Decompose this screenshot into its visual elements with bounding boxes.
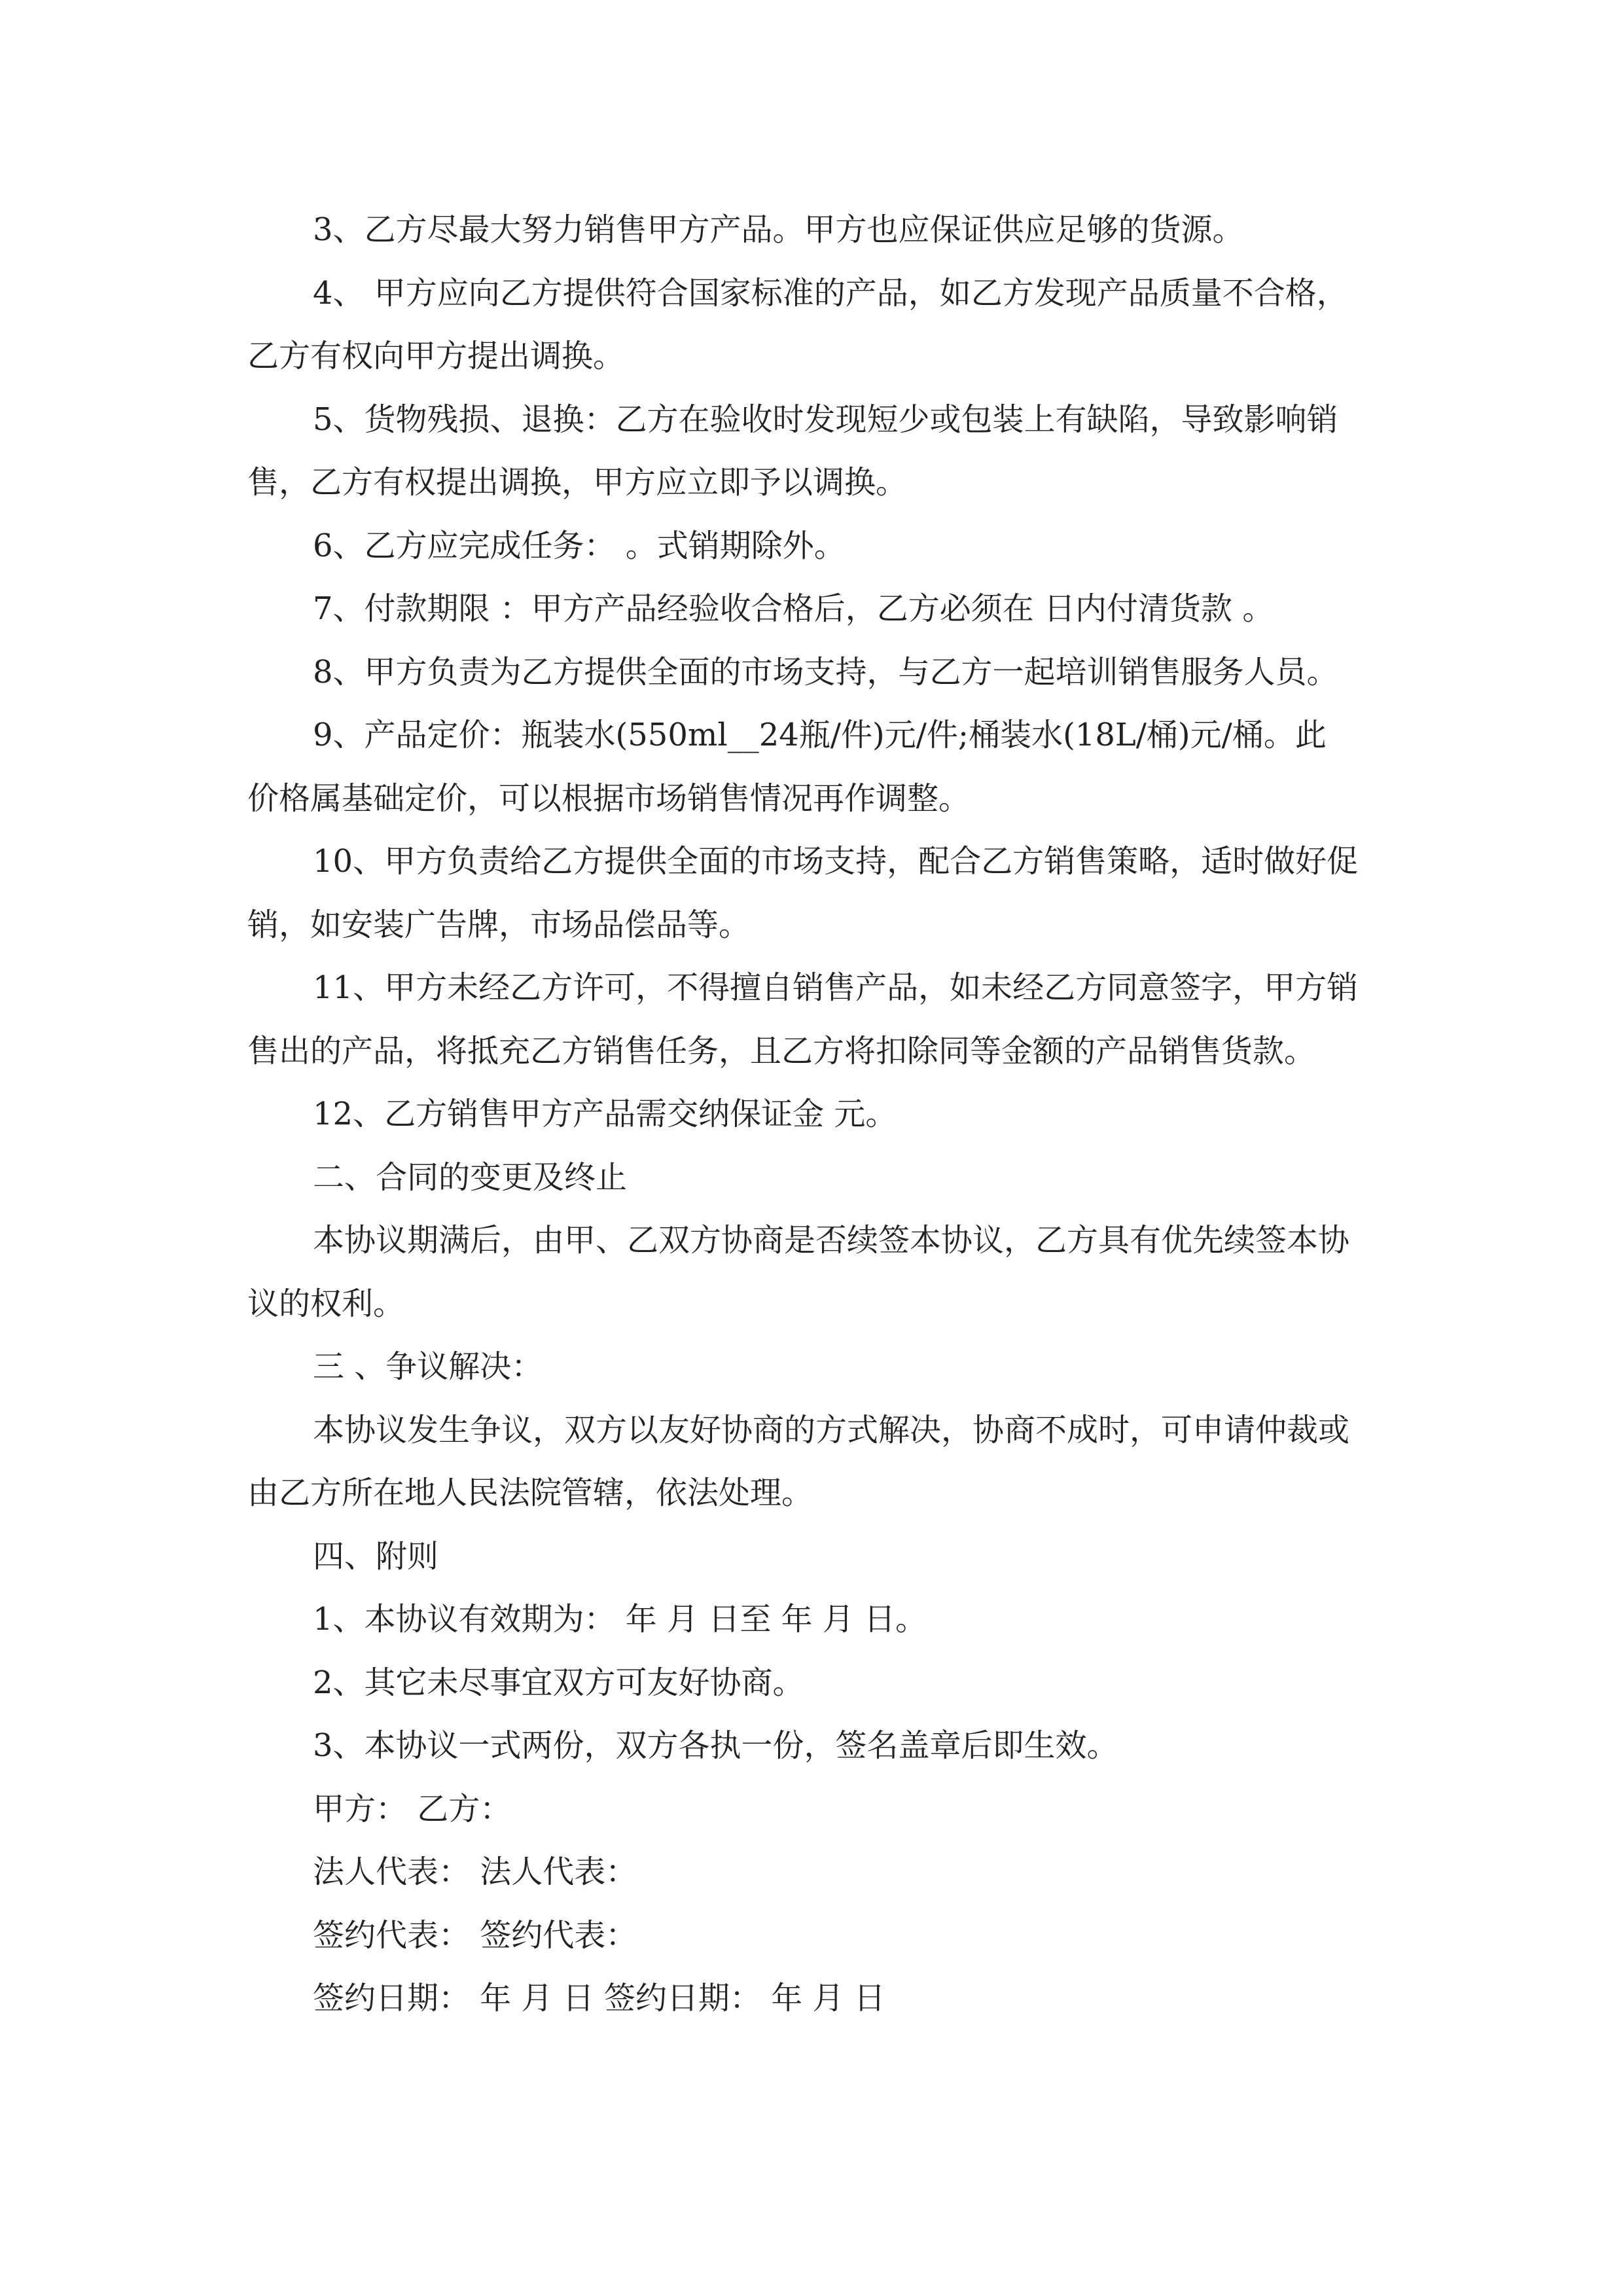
signature-signing-date: 签约日期： 年 月 日 签约日期： 年 月 日 bbox=[313, 1980, 885, 2017]
section-2-line-2: 议的权利。 bbox=[247, 1285, 405, 1322]
signature-parties: 甲方： 乙方： bbox=[313, 1791, 512, 1827]
clause-4-line-1: 4、 甲方应向乙方提供符合国家标准的产品，如乙方发现产品质量不合格， bbox=[313, 275, 1348, 312]
clause-9-line-2: 价格属基础定价，可以根据市场销售情况再作调整。 bbox=[247, 780, 971, 817]
clause-10-line-1: 10、甲方负责给乙方提供全面的市场支持，配合乙方销售策略，适时做好促 bbox=[313, 843, 1359, 880]
section-3-line-1: 本协议发生争议，双方以友好协商的方式解决，协商不成时，可申请仲裁或 bbox=[313, 1412, 1350, 1448]
clause-9-line-1: 9、产品定价：瓶装水(550ml__24瓶/件)元/件;桶装水(18L/桶)元/桶。此 bbox=[313, 717, 1327, 753]
clause-11-line-2: 售出的产品，将抵充乙方销售任务，且乙方将扣除同等金额的产品销售货款。 bbox=[247, 1033, 1316, 1069]
clause-5-line-2: 售，乙方有权提出调换，甲方应立即予以调换。 bbox=[247, 464, 908, 501]
clause-6: 6、乙方应完成任务： 。式销期除外。 bbox=[313, 528, 846, 564]
clause-11-line-1: 11、甲方未经乙方许可，不得擅自销售产品，如未经乙方同意签字，甲方销 bbox=[313, 969, 1359, 1006]
section-4-item-2: 2、其它未尽事宜双方可友好协商。 bbox=[313, 1664, 804, 1701]
clause-12: 12、乙方销售甲方产品需交纳保证金 元。 bbox=[313, 1096, 897, 1132]
signature-signing-rep: 签约代表： 签约代表： bbox=[313, 1917, 637, 1954]
section-4-heading: 四、附则 bbox=[313, 1538, 439, 1575]
section-3-line-2: 由乙方所在地人民法院管辖，依法处理。 bbox=[247, 1475, 813, 1511]
clause-3: 3、乙方尽最大努力销售甲方产品。甲方也应保证供应足够的货源。 bbox=[313, 211, 1244, 248]
clause-8: 8、甲方负责为乙方提供全面的市场支持，与乙方一起培训销售服务人员。 bbox=[313, 654, 1338, 691]
section-4-item-1: 1、本协议有效期为： 年 月 日至 年 月 日。 bbox=[313, 1601, 927, 1638]
clause-4-line-2: 乙方有权向甲方提出调换。 bbox=[247, 338, 625, 374]
section-2-heading: 二、合同的变更及终止 bbox=[313, 1159, 628, 1196]
section-2-line-1: 本协议期满后，由甲、乙双方协商是否续签本协议，乙方具有优先续签本协 bbox=[313, 1222, 1350, 1259]
clause-5-line-1: 5、货物残损、退换：乙方在验收时发现短少或包装上有缺陷，导致影响销 bbox=[313, 401, 1338, 438]
clause-10-line-2: 销，如安装广告牌，市场品偿品等。 bbox=[247, 906, 751, 943]
signature-legal-rep: 法人代表： 法人代表： bbox=[313, 1854, 637, 1890]
section-4-item-3: 3、本协议一式两份，双方各执一份，签名盖章后即生效。 bbox=[313, 1727, 1118, 1764]
section-3-heading: 三 、争议解决： bbox=[313, 1348, 543, 1385]
clause-7: 7、付款期限 ：甲方产品经验收合格后，乙方必须在 日内付清货款 。 bbox=[313, 590, 1274, 627]
